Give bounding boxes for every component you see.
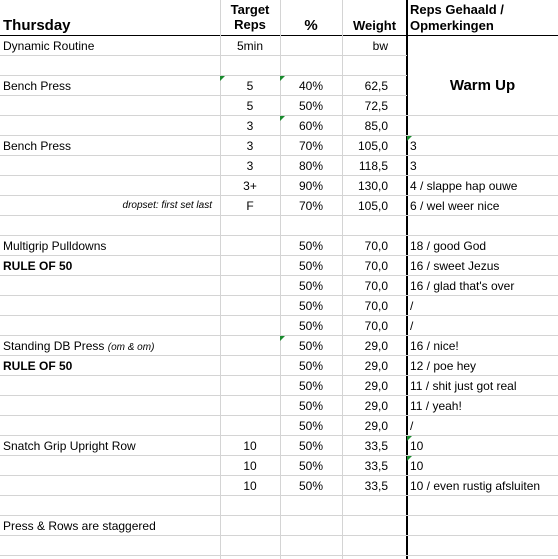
reps-note-cell-text: 11 / yeah! xyxy=(410,399,462,413)
percent-cell[interactable] xyxy=(280,116,342,136)
comment-indicator-icon[interactable] xyxy=(407,456,412,461)
header-weight[interactable]: Weight xyxy=(352,18,397,33)
table-row xyxy=(0,236,558,256)
exercise-cell[interactable] xyxy=(0,536,220,556)
target-reps-cell[interactable] xyxy=(220,356,280,376)
weight-cell[interactable] xyxy=(342,96,407,116)
percent-cell-text: 50% xyxy=(298,279,324,293)
target-reps-cell-text: 3 xyxy=(246,159,254,173)
weight-cell[interactable] xyxy=(342,236,407,256)
percent-cell[interactable] xyxy=(280,496,342,516)
target-reps-cell[interactable] xyxy=(220,36,280,56)
target-reps-cell[interactable] xyxy=(220,176,280,196)
header-target-reps[interactable] xyxy=(220,2,280,32)
weight-cell[interactable] xyxy=(342,496,407,516)
target-reps-cell[interactable] xyxy=(220,96,280,116)
exercise-cell[interactable] xyxy=(0,256,220,276)
target-reps-cell[interactable] xyxy=(220,376,280,396)
table-row xyxy=(0,516,558,536)
weight-cell-text: 70,0 xyxy=(364,239,388,253)
header-percent[interactable]: % xyxy=(304,17,318,34)
target-reps-cell[interactable] xyxy=(220,56,280,76)
exercise-cell[interactable] xyxy=(0,56,220,76)
percent-cell[interactable] xyxy=(280,476,342,496)
percent-cell[interactable] xyxy=(280,456,342,476)
percent-cell[interactable] xyxy=(280,296,342,316)
target-reps-cell-text: 3 xyxy=(246,119,254,133)
target-reps-cell-text: 10 xyxy=(243,479,257,493)
weight-cell-text: 33,5 xyxy=(364,439,388,453)
exercise-cell[interactable] xyxy=(0,116,220,136)
weight-cell[interactable] xyxy=(342,136,407,156)
header-reps-line1[interactable]: Reps Gehaald / xyxy=(410,2,504,17)
weight-cell[interactable] xyxy=(342,476,407,496)
weight-cell-text: 29,0 xyxy=(364,399,388,413)
weight-cell[interactable] xyxy=(342,36,407,56)
target-reps-cell[interactable] xyxy=(220,456,280,476)
reps-note-cell-text: 11 / shit just got real xyxy=(410,379,517,393)
comment-indicator-icon[interactable] xyxy=(407,136,412,141)
reps-note-cell-text: / xyxy=(410,299,414,313)
percent-cell[interactable] xyxy=(280,136,342,156)
reps-note-cell-text: 3 xyxy=(410,139,417,153)
exercise-cell[interactable] xyxy=(0,316,220,336)
weight-cell-text: 130,0 xyxy=(357,179,388,193)
percent-cell[interactable] xyxy=(280,216,342,236)
table-row xyxy=(0,396,558,416)
weight-cell[interactable] xyxy=(342,376,407,396)
weight-cell[interactable] xyxy=(342,256,407,276)
weight-cell[interactable] xyxy=(342,196,407,216)
reps-note-cell[interactable] xyxy=(407,476,558,496)
reps-note-cell-text: 10 xyxy=(410,459,424,473)
percent-cell[interactable] xyxy=(280,36,342,56)
weight-cell-text: 105,0 xyxy=(357,139,388,153)
percent-cell-text: 50% xyxy=(298,359,324,373)
reps-note-cell[interactable] xyxy=(407,296,558,316)
target-reps-cell[interactable] xyxy=(220,236,280,256)
target-reps-cell[interactable] xyxy=(220,296,280,316)
table-row xyxy=(0,116,558,136)
exercise-cell[interactable] xyxy=(0,436,220,456)
percent-cell[interactable] xyxy=(280,416,342,436)
target-reps-cell[interactable] xyxy=(220,476,280,496)
percent-cell[interactable] xyxy=(280,336,342,356)
exercise-cell-text: Multigrip Pulldowns xyxy=(3,239,107,253)
reps-note-cell[interactable] xyxy=(407,336,558,356)
target-reps-cell[interactable] xyxy=(220,116,280,136)
target-reps-cell[interactable] xyxy=(220,496,280,516)
reps-note-cell[interactable] xyxy=(407,256,558,276)
target-reps-cell-text: F xyxy=(246,199,254,213)
reps-note-cell[interactable] xyxy=(407,316,558,336)
table-row xyxy=(0,336,558,356)
weight-cell[interactable] xyxy=(342,416,407,436)
weight-cell[interactable] xyxy=(342,336,407,356)
target-reps-cell-text: 3 xyxy=(246,139,254,153)
percent-cell-text: 50% xyxy=(298,99,324,113)
reps-note-cell[interactable] xyxy=(407,436,558,456)
percent-cell-text: 50% xyxy=(298,379,324,393)
weight-cell-text: bw xyxy=(372,39,388,53)
reps-note-cell-text: 3 xyxy=(410,159,417,173)
table-row xyxy=(0,216,558,236)
percent-cell-text: 50% xyxy=(298,259,324,273)
exercise-cell[interactable] xyxy=(0,516,220,536)
weight-cell-text: 29,0 xyxy=(364,339,388,353)
percent-cell[interactable] xyxy=(280,316,342,336)
table-row xyxy=(0,316,558,336)
percent-cell[interactable] xyxy=(280,276,342,296)
reps-note-cell[interactable] xyxy=(407,376,558,396)
exercise-cell-text: RULE OF 50 xyxy=(3,259,73,273)
reps-note-cell-text: 10 xyxy=(410,439,424,453)
exercise-cell[interactable] xyxy=(0,476,220,496)
exercise-cell[interactable] xyxy=(0,456,220,476)
weight-cell-text: 72,5 xyxy=(364,99,388,113)
weight-cell-text: 33,5 xyxy=(364,459,388,473)
exercise-cell-text: Bench Press xyxy=(3,139,72,153)
table-row xyxy=(0,496,558,516)
exercise-cell-text: Press & Rows are staggered xyxy=(3,519,156,533)
table-row xyxy=(0,436,558,456)
weight-cell[interactable] xyxy=(342,436,407,456)
percent-cell[interactable] xyxy=(280,196,342,216)
reps-note-cell-text: / xyxy=(410,319,414,333)
target-reps-cell[interactable] xyxy=(220,276,280,296)
exercise-cell[interactable] xyxy=(0,236,220,256)
exercise-cell-text: RULE OF 50 xyxy=(3,359,73,373)
percent-cell-text: 50% xyxy=(298,339,324,353)
weight-cell[interactable] xyxy=(342,316,407,336)
weight-cell[interactable] xyxy=(342,536,407,556)
table-row xyxy=(0,36,558,56)
reps-note-cell[interactable] xyxy=(407,136,558,156)
table-row xyxy=(0,376,558,396)
target-reps-cell-text: 10 xyxy=(243,459,257,473)
table-row xyxy=(0,456,558,476)
exercise-suffix-text: (om & om) xyxy=(107,342,155,353)
header-day[interactable]: Thursday xyxy=(3,17,71,34)
exercise-cell[interactable] xyxy=(0,376,220,396)
exercise-cell[interactable] xyxy=(0,416,220,436)
target-reps-cell[interactable] xyxy=(220,136,280,156)
percent-cell-text: 50% xyxy=(298,439,324,453)
percent-cell-text: 70% xyxy=(298,199,324,213)
exercise-cell[interactable] xyxy=(0,196,220,216)
comment-indicator-icon[interactable] xyxy=(220,76,225,81)
exercise-cell[interactable] xyxy=(0,296,220,316)
exercise-cell[interactable] xyxy=(0,176,220,196)
target-reps-cell[interactable] xyxy=(220,216,280,236)
weight-cell[interactable] xyxy=(342,156,407,176)
percent-cell[interactable] xyxy=(280,516,342,536)
target-reps-cell-text: 5 xyxy=(246,99,254,113)
reps-note-cell-text: 12 / poe hey xyxy=(410,359,477,373)
weight-cell-text: 70,0 xyxy=(364,279,388,293)
table-row xyxy=(0,476,558,496)
target-reps-cell[interactable] xyxy=(220,396,280,416)
warm-up-label[interactable]: Warm Up xyxy=(449,76,516,94)
percent-cell[interactable] xyxy=(280,236,342,256)
exercise-cell[interactable] xyxy=(0,36,220,56)
weight-cell[interactable] xyxy=(342,116,407,136)
comment-indicator-icon[interactable] xyxy=(280,76,285,81)
weight-cell-text: 62,5 xyxy=(364,79,388,93)
reps-note-cell-text: 16 / glad that's over xyxy=(410,279,515,293)
weight-cell[interactable] xyxy=(342,276,407,296)
target-reps-cell-text: 5 xyxy=(246,79,254,93)
weight-cell[interactable] xyxy=(342,296,407,316)
weight-cell[interactable] xyxy=(342,216,407,236)
weight-cell-text: 29,0 xyxy=(364,379,388,393)
reps-note-cell-text: 18 / good God xyxy=(410,239,487,253)
table-row xyxy=(0,196,558,216)
weight-cell[interactable] xyxy=(342,456,407,476)
percent-cell-text: 50% xyxy=(298,299,324,313)
percent-cell-text: 60% xyxy=(298,119,324,133)
exercise-cell-text: Standing DB Press xyxy=(3,339,105,353)
target-reps-cell[interactable] xyxy=(220,336,280,356)
target-reps-cell[interactable] xyxy=(220,316,280,336)
table-row xyxy=(0,136,558,156)
exercise-cell-text: Dynamic Routine xyxy=(3,39,95,53)
reps-note-cell[interactable] xyxy=(407,276,558,296)
exercise-cell[interactable] xyxy=(0,276,220,296)
target-reps-cell[interactable] xyxy=(220,536,280,556)
percent-cell-text: 70% xyxy=(298,139,324,153)
percent-cell[interactable] xyxy=(280,96,342,116)
exercise-cell[interactable] xyxy=(0,216,220,236)
target-reps-cell[interactable] xyxy=(220,416,280,436)
weight-cell[interactable] xyxy=(342,176,407,196)
exercise-cell-text: Snatch Grip Upright Row xyxy=(3,439,136,453)
percent-cell-text: 80% xyxy=(298,159,324,173)
reps-note-cell[interactable] xyxy=(407,196,558,216)
reps-note-cell[interactable] xyxy=(407,536,558,556)
target-reps-cell[interactable] xyxy=(220,156,280,176)
percent-cell[interactable] xyxy=(280,536,342,556)
percent-cell-text: 50% xyxy=(298,239,324,253)
reps-note-cell-text: 10 / even rustig afsluiten xyxy=(410,479,541,493)
target-reps-cell-text: 3+ xyxy=(243,179,257,193)
reps-note-cell[interactable] xyxy=(407,216,558,236)
table-row xyxy=(0,256,558,276)
reps-note-cell[interactable] xyxy=(407,176,558,196)
header-target-reps-label: Target Reps xyxy=(230,2,270,32)
reps-note-cell-text: 4 / slappe hap ouwe xyxy=(410,179,518,193)
exercise-cell[interactable] xyxy=(0,96,220,116)
reps-note-cell-text: 6 / wel weer nice xyxy=(410,199,500,213)
percent-cell[interactable] xyxy=(280,256,342,276)
percent-cell[interactable] xyxy=(280,356,342,376)
reps-note-cell[interactable] xyxy=(407,516,558,536)
exercise-cell[interactable] xyxy=(0,396,220,416)
weight-cell-text: 29,0 xyxy=(364,419,388,433)
weight-cell-text: 70,0 xyxy=(364,259,388,273)
weight-cell[interactable] xyxy=(342,356,407,376)
weight-cell[interactable] xyxy=(342,396,407,416)
reps-note-cell-text: 16 / sweet Jezus xyxy=(410,259,500,273)
table-row xyxy=(0,296,558,316)
weight-cell-text: 33,5 xyxy=(364,479,388,493)
table-row xyxy=(0,176,558,196)
weight-cell-text: 118,5 xyxy=(358,159,388,173)
reps-note-cell-text: / xyxy=(410,419,414,433)
reps-note-cell[interactable] xyxy=(407,36,558,56)
weight-cell[interactable] xyxy=(342,76,407,96)
reps-note-cell[interactable] xyxy=(407,236,558,256)
table-row xyxy=(0,276,558,296)
percent-cell-text: 40% xyxy=(298,79,324,93)
percent-cell-text: 50% xyxy=(298,319,324,333)
percent-cell[interactable] xyxy=(280,76,342,96)
target-reps-cell[interactable] xyxy=(220,256,280,276)
exercise-cell[interactable] xyxy=(0,496,220,516)
target-reps-cell[interactable] xyxy=(220,516,280,536)
weight-cell[interactable] xyxy=(342,516,407,536)
table-row xyxy=(0,156,558,176)
percent-cell[interactable] xyxy=(280,176,342,196)
reps-note-cell[interactable] xyxy=(407,496,558,516)
comment-indicator-icon[interactable] xyxy=(280,116,285,121)
weight-cell-text: 105,0 xyxy=(357,199,388,213)
weight-cell-text: 85,0 xyxy=(364,119,388,133)
target-reps-cell[interactable] xyxy=(220,76,280,96)
exercise-cell[interactable] xyxy=(0,156,220,176)
reps-note-cell[interactable] xyxy=(407,396,558,416)
reps-note-cell-text: 16 / nice! xyxy=(410,339,459,353)
comment-indicator-icon[interactable] xyxy=(280,336,285,341)
exercise-cell[interactable] xyxy=(0,76,220,96)
percent-cell-text: 50% xyxy=(298,459,324,473)
percent-cell[interactable] xyxy=(280,396,342,416)
percent-cell-text: 90% xyxy=(298,179,324,193)
target-reps-cell[interactable] xyxy=(220,196,280,216)
percent-cell-text: 50% xyxy=(298,419,324,433)
percent-cell[interactable] xyxy=(280,436,342,456)
reps-note-cell[interactable] xyxy=(407,416,558,436)
reps-note-cell[interactable] xyxy=(407,156,558,176)
exercise-cell[interactable] xyxy=(0,336,220,356)
percent-cell[interactable] xyxy=(280,376,342,396)
percent-cell[interactable] xyxy=(280,56,342,76)
weight-cell[interactable] xyxy=(342,56,407,76)
target-reps-cell[interactable] xyxy=(220,436,280,456)
exercise-cell-text: dropset: first set last xyxy=(122,200,212,211)
header-reps-line2[interactable]: Opmerkingen xyxy=(410,18,494,33)
target-reps-cell-text: 10 xyxy=(243,439,257,453)
comment-indicator-icon[interactable] xyxy=(407,436,412,441)
reps-note-cell[interactable] xyxy=(407,116,558,136)
table-row xyxy=(0,416,558,436)
exercise-cell[interactable] xyxy=(0,136,220,156)
target-reps-cell-text: 5min xyxy=(236,39,263,53)
weight-cell-text: 29,0 xyxy=(364,359,388,373)
weight-cell-text: 70,0 xyxy=(364,299,388,313)
table-row xyxy=(0,536,558,556)
weight-cell-text: 70,0 xyxy=(364,319,388,333)
percent-cell-text: 50% xyxy=(298,399,324,413)
percent-cell[interactable] xyxy=(280,156,342,176)
exercise-cell[interactable] xyxy=(0,356,220,376)
exercise-cell-text: Bench Press xyxy=(3,79,72,93)
reps-note-cell[interactable] xyxy=(407,356,558,376)
reps-note-cell[interactable] xyxy=(407,456,558,476)
percent-cell-text: 50% xyxy=(298,479,324,493)
table-row xyxy=(0,356,558,376)
